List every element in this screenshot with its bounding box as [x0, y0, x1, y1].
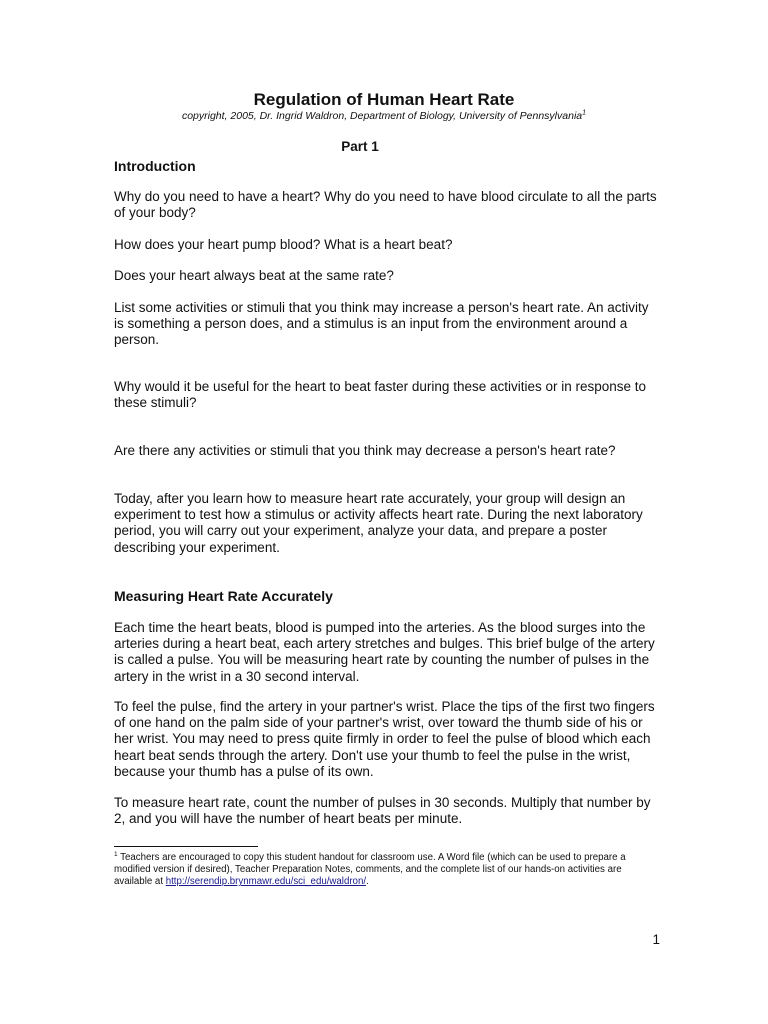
intro-paragraph-3: Does your heart always beat at the same rate? [114, 268, 394, 283]
intro-paragraph-1: Why do you need to have a heart? Why do you need to have blood circulate to all the parts of your body? [114, 189, 657, 221]
part-label: Part 1 [341, 139, 379, 154]
footnote [114, 852, 659, 889]
introduction-heading: Introduction [114, 158, 196, 174]
measuring-heading: Measuring Heart Rate Accurately [114, 588, 333, 604]
subtitle-footnote-marker: 1 [582, 109, 587, 117]
measuring-paragraph-2: To feel the pulse, find the artery in your partner's wrist. Place the tips of the first two fingers of one hand on the palm side of your partner's wrist, over toward the thumb side of his or her wrist. You may need to press quite firmly in order to feel the pulse of blood which each heart beat sends through the artery. Don't use your thumb to feel the pulse in the wrist, because your thumb has a pulse of its own. [114, 699, 655, 779]
intro-paragraph-6: Are there any activities or stimuli that you think may decrease a person's heart rate? [114, 443, 616, 458]
intro-paragraph-7: Today, after you learn how to measure heart rate accurately, your group will design an experiment to test how a stimulus or activity affects heart rate. During the next laboratory period, you will carry out your experiment, analyze your data, and prepare a poster describing your experiment. [114, 491, 643, 555]
document-subtitle [0, 110, 768, 123]
footnote-link[interactable]: http://serendip.brynmawr.edu/sci_edu/waldron/ [165, 876, 367, 888]
intro-paragraph-2: How does your heart pump blood? What is a heart beat? [114, 237, 453, 252]
footnote-separator [114, 846, 258, 847]
intro-paragraph-5: Why would it be useful for the heart to beat faster during these activities or in response to these stimuli? [114, 379, 647, 411]
page-number: 1 [652, 932, 660, 947]
footnote-end: . [366, 876, 369, 888]
footnote-text: Teachers are encouraged to copy this student handout for classroom use. A Word file (which can be used to prepare a modified version if desired), Teacher Preparation Notes, comments, and the complete list of our hands-on activities are available at [114, 852, 626, 888]
intro-paragraph-4: List some activities or stimuli that you think may increase a person's heart rate. An activity is something a person does, and a stimulus is an input from the environment around a person. [114, 300, 649, 348]
measuring-paragraph-3: To measure heart rate, count the number of pulses in 30 seconds. Multiply that number by 2, and you will have the number of heart beats per minute. [114, 795, 651, 827]
measuring-paragraph-1: Each time the heart beats, blood is pumped into the arteries. As the blood surges into the arteries during a heart beat, each artery stretches and bulges. This brief bulge of the artery is called a pulse. You will be measuring heart rate by counting the number of pulses in the artery in the wrist in a 30 second interval. [114, 620, 655, 684]
footnote-marker: 1 [114, 850, 118, 858]
document-title: Regulation of Human Heart Rate [253, 90, 515, 109]
subtitle-text: copyright, 2005, Dr. Ingrid Waldron, Department of Biology, University of Pennsylvania [181, 110, 583, 122]
